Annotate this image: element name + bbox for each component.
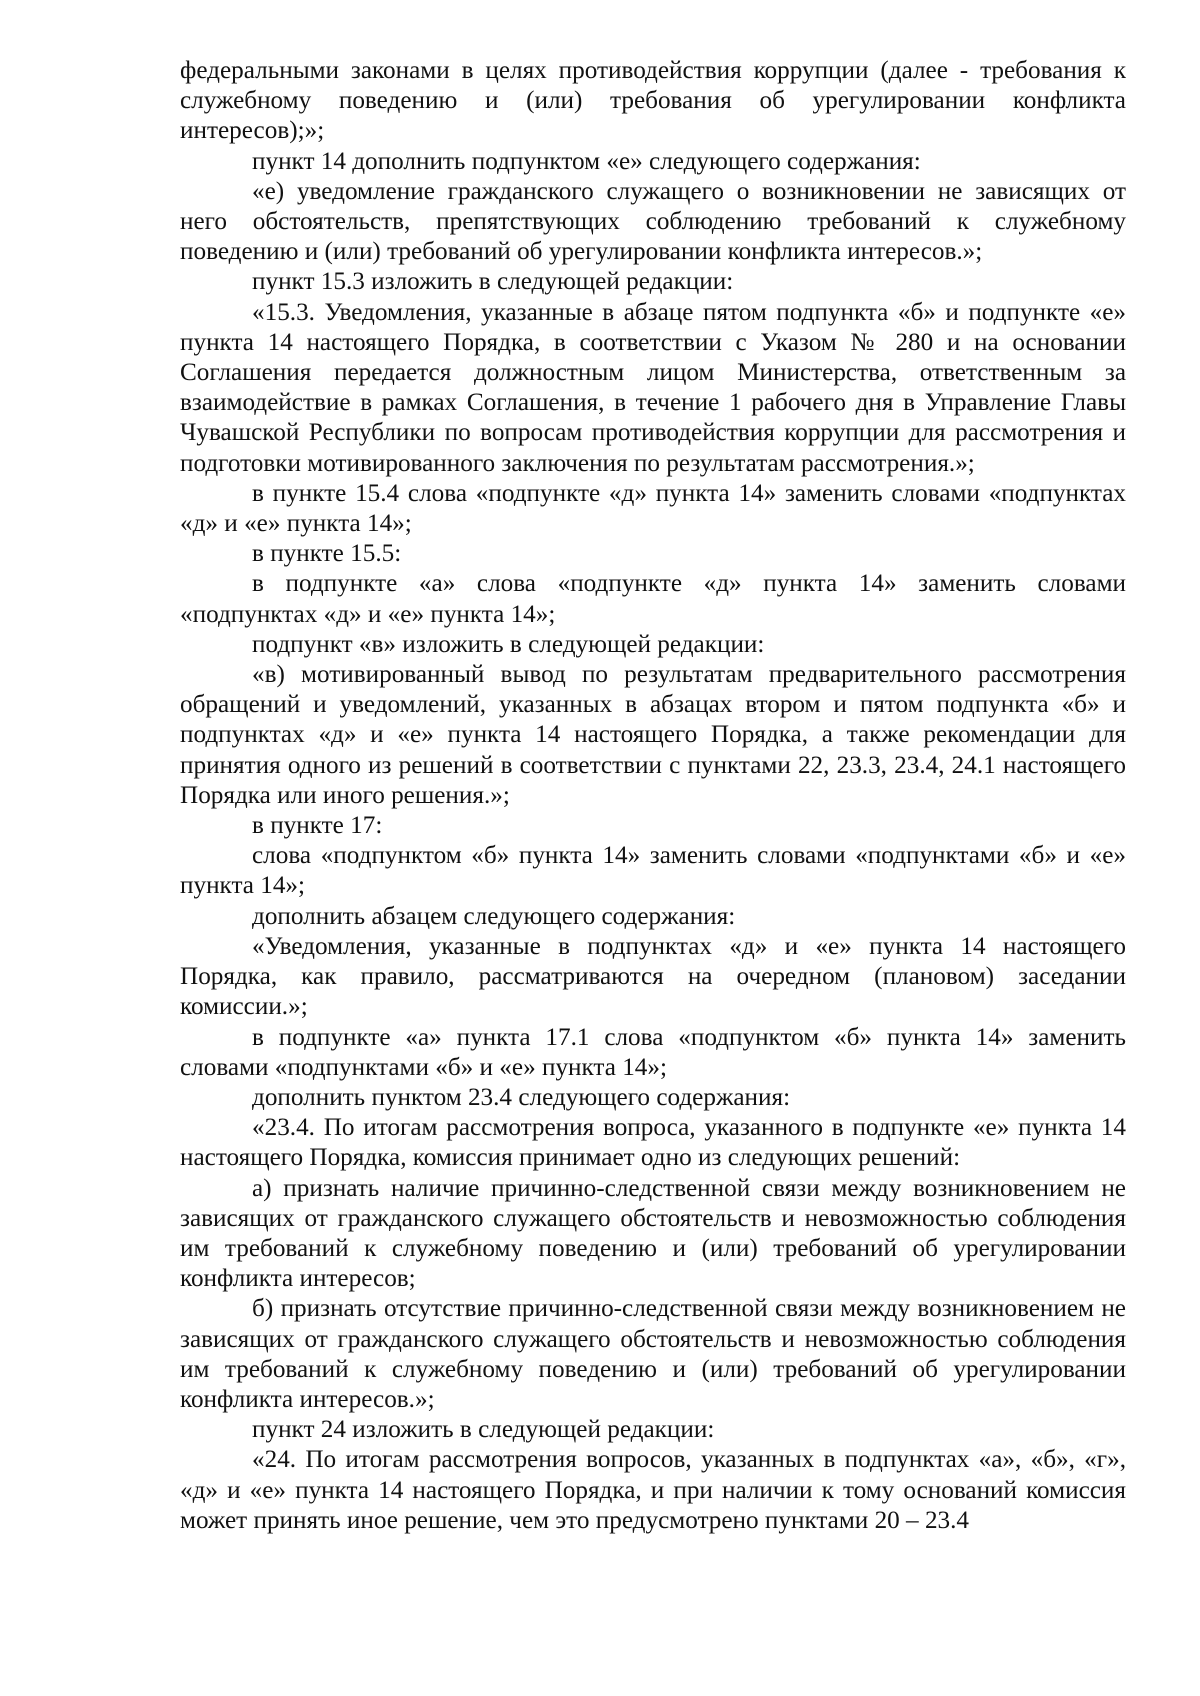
paragraph: в пункте 15.5: [252,540,402,568]
paragraph: «23.4. По итогам рассмотрения вопроса, указанного в подпункте «е» пункта 14 настоящего Порядка, комиссия принимает одно из следующих решений: [180,1114,1126,1172]
paragraph: «е) уведомление гражданского служащего о возникновении не зависящих от него обстоятельств, препятствующих соблюдению требований к служебному поведению и (или) требований об урегулировании конфликта интересов.»; [180,177,1126,266]
paragraph: а) признать наличие причинно-следственной связи между возникновением не зависящих от гражданского служащего обстоятельств и невозможностью соблюдения им требований к служебному поведению и (или) требований об урегулировании конфликта интересов; [180,1174,1126,1293]
paragraph: б) признать отсутствие причинно-следственной связи между возникновением не зависящих от гражданского служащего обстоятельств и невозможностью соблюдения им требований к служебному поведению и (или) требований об урегулировании конфликта интересов.»; [180,1295,1126,1413]
paragraph: пункт 15.3 изложить в следующей редакции: [252,268,734,296]
paragraph-continuation: федеральными законами в целях противодействия коррупции (далее - требования к служебному поведению и (или) требования об урегулировании конфликта интересов);»; [180,57,1126,145]
paragraph: «15.3. Уведомления, указанные в абзаце пятом подпункта «б» и подпункте «е» пункта 14 настоящего Порядка, в соответствии с Указом № 280 и на основании Соглашения передается должностным лицом Министерства, ответственным за взаимодействие в рамках Соглашения, в течение 1 рабочего дня в Управление Главы Чувашской Республики по вопросам противодействия коррупции для рассмотрения и подготовки мотивированного заключения по результатам рассмотрения.»; [180,298,1126,477]
paragraph: «в) мотивированный вывод по результатам предварительного рассмотрения обращений и уведомлений, указанных в абзацах втором и пятом подпункта «б» и подпунктах «д» и «е» пункта 14 настоящего Порядка, а также рекомендации для принятия одного из решений в соответствии с пунктами 22, 23.3, 23.4, 24.1 настоящего Порядка или иного решения.»; [180,661,1126,809]
paragraph: в пункте 15.4 слова «подпункте «д» пункта 14» заменить словами «подпунктах «д» и «е» пункта 14»; [180,479,1126,538]
paragraph: дополнить абзацем следующего содержания: [252,902,736,930]
paragraph: пункт 14 дополнить подпунктом «е» следующего содержания: [252,147,921,175]
paragraph: в подпункте «а» пункта 17.1 слова «подпунктом «б» пункта 14» заменить словами «подпунктами «б» и «е» пункта 14»; [180,1023,1126,1081]
document-page [180,56,1126,1536]
paragraph-last: «24. По итогам рассмотрения вопросов, указанных в подпунктах «а», «б», «г», «д» и «е» пункта 14 настоящего Порядка, и при наличии к тому оснований комиссия может принять иное решение, чем это предусмотрено пунктами 20 – 23.4 [180,1446,1126,1534]
paragraph: слова «подпунктом «б» пункта 14» заменить словами «подпунктами «б» и «е» пункта 14»; [180,842,1126,900]
paragraph: «Уведомления, указанные в подпунктах «д» и «е» пункта 14 настоящего Порядка, как правило, рассматриваются на очередном (плановом) заседании комиссии.»; [180,932,1126,1021]
paragraph: в пункте 17: [252,812,383,840]
paragraph: подпункт «в» изложить в следующей редакции: [252,630,765,658]
paragraph: дополнить пунктом 23.4 следующего содержания: [252,1083,791,1111]
paragraph: в подпункте «а» слова «подпункте «д» пункта 14» заменить словами «подпунктах «д» и «е» пункта 14»; [180,570,1126,628]
paragraph: пункт 24 изложить в следующей редакции: [252,1416,715,1444]
